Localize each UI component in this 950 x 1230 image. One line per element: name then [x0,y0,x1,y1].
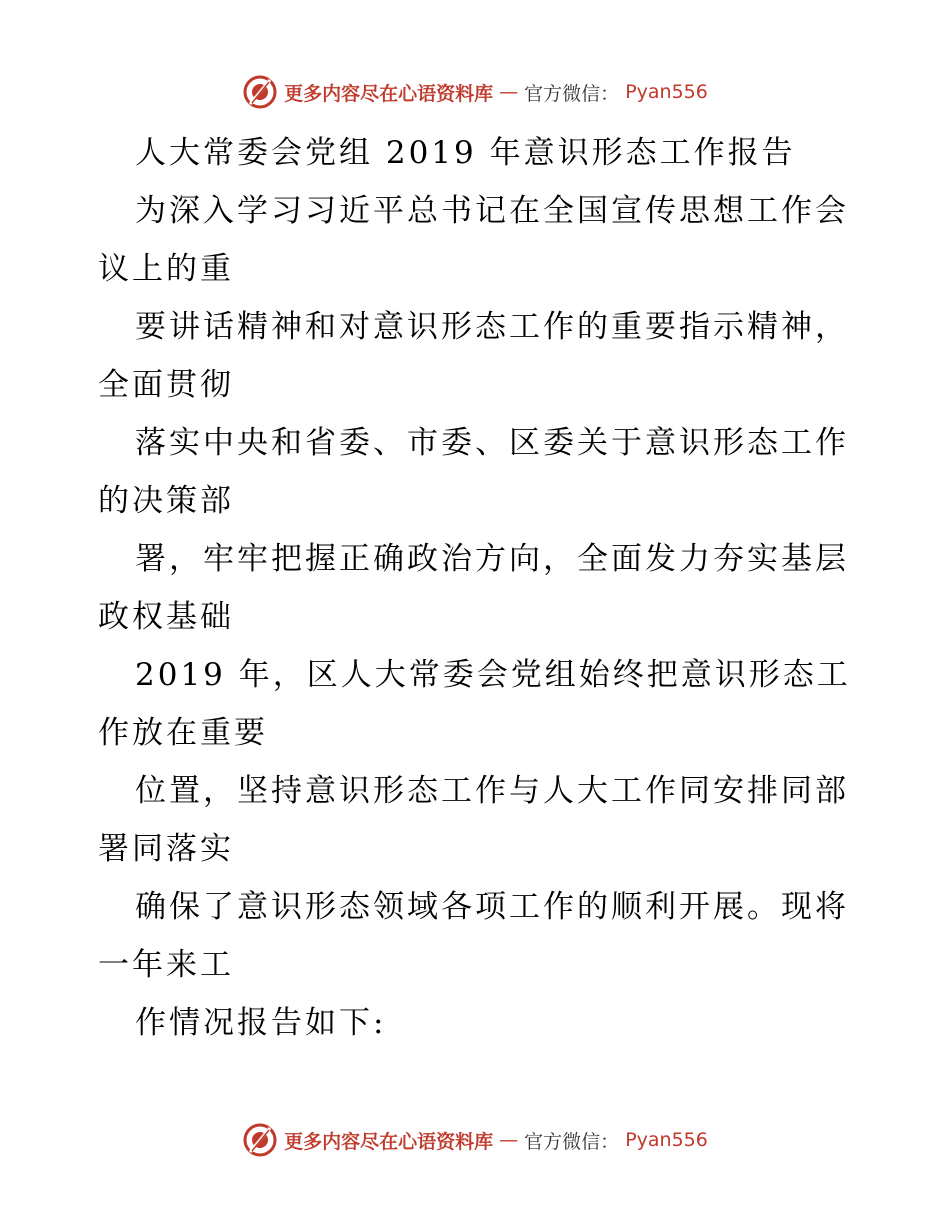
document-title: 人大常委会党组 2019 年意识形态工作报告 [135,135,796,171]
watermark-dash: — [499,81,519,103]
watermark-text: 更多内容尽在心语资料库 [284,82,494,105]
watermark-wechat-id: Pyan556 [625,1129,708,1151]
paragraph-line: 全面贯彻 [98,367,234,403]
paragraph-line: 议上的重 [98,251,234,287]
paragraph-line: 的决策部 [98,483,234,519]
paragraph-line: 落实中央和省委、市委、区委关于意识形态工作 [135,425,849,461]
paragraph-line: 为深入学习习近平总书记在全国宣传思想工作会 [135,193,849,229]
paragraph-line: 一年来工 [98,947,234,983]
document-body [98,124,858,1052]
paragraph-line: 作情况报告如下: [135,1005,387,1041]
watermark-dash: — [499,1129,519,1151]
paragraph-line: 署，牢牢把握正确政治方向，全面发力夯实基层 [135,541,849,577]
paragraph-line: 要讲话精神和对意识形态工作的重要指示精神， [135,309,849,345]
paragraph-line: 确保了意识形态领域各项工作的顺利开展。现将 [135,889,849,925]
paragraph-line: 署同落实 [98,831,234,867]
footer-watermark [0,1120,950,1160]
paragraph-line: 政权基础 [98,599,234,635]
seal-logo-icon [242,1122,278,1158]
watermark-wechat-label: 官方微信： [524,82,620,105]
header-watermark [0,72,950,112]
watermark-wechat-id: Pyan556 [625,81,708,103]
paragraph-line: 2019 年，区人大常委会党组始终把意识形态工 [135,657,851,693]
watermark-wechat-label: 官方微信： [524,1130,620,1153]
seal-logo-icon [242,74,278,110]
paragraph-line: 位置，坚持意识形态工作与人大工作同安排同部 [135,773,849,809]
watermark-text: 更多内容尽在心语资料库 [284,1130,494,1153]
paragraph-line: 作放在重要 [98,715,268,751]
